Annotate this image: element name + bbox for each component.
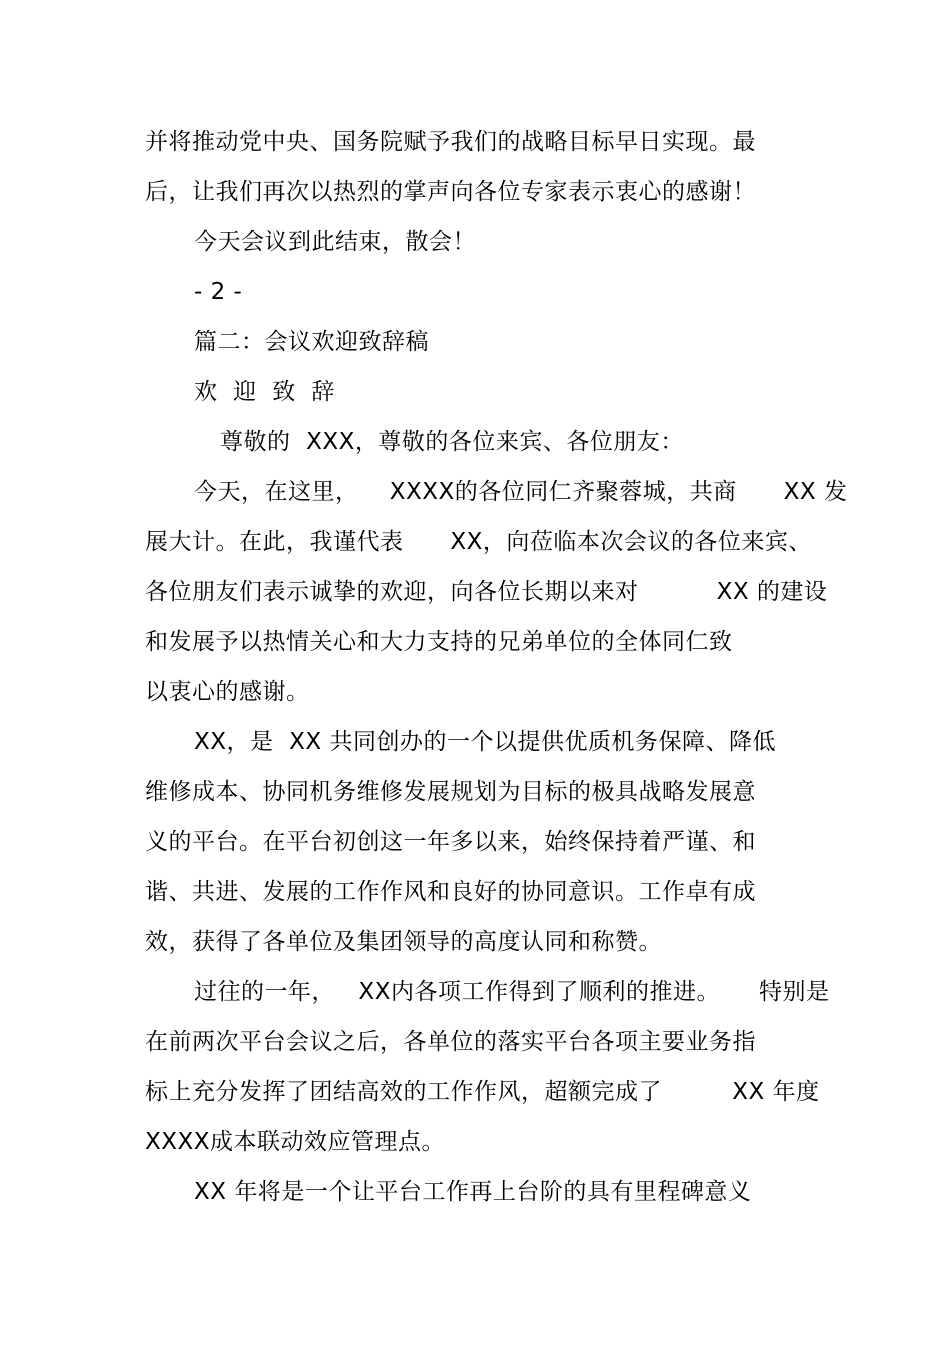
- page-number: - 2 -: [194, 279, 243, 305]
- text-line: 今天，在这里， XXXX的各位同仁齐聚蓉城，共商 XX 发: [194, 479, 848, 505]
- text-line: 各位朋友们表示诚挚的欢迎，向各位长期以来对 XX 的建设: [145, 579, 828, 605]
- document-title: 欢 迎 致 辞: [194, 379, 335, 405]
- text-line: 并将推动党中央、国务院赋予我们的战略目标早日实现。最: [145, 129, 756, 155]
- text-line: XX，是 XX 共同创办的一个以提供优质机务保障、降低: [194, 729, 776, 755]
- text-line: 过往的一年， XX内各项工作得到了顺利的推进。 特别是: [194, 979, 830, 1005]
- text-line: 标上充分发挥了团结高效的工作作风，超额完成了 XX 年度: [145, 1079, 820, 1105]
- text-line: XXXX成本联动效应管理点。: [145, 1129, 446, 1155]
- salutation: 尊敬的 XXX，尊敬的各位来宾、各位朋友：: [220, 429, 684, 455]
- text-line: 和发展予以热情关心和大力支持的兄弟单位的全体同仁致: [145, 629, 733, 655]
- text-line: 在前两次平台会议之后，各单位的落实平台各项主要业务指: [145, 1029, 756, 1055]
- text-line: 以衷心的感谢。: [145, 679, 310, 705]
- text-line: 后，让我们再次以热烈的掌声向各位专家表示衷心的感谢！: [145, 179, 756, 205]
- text-line: 效，获得了各单位及集团领导的高度认同和称赞。: [145, 929, 662, 955]
- text-line: XX 年将是一个让平台工作再上台阶的具有里程碑意义: [194, 1179, 752, 1205]
- text-line: 维修成本、协同机务维修发展规划为目标的极具战略发展意: [145, 779, 756, 805]
- text-line: 谐、共进、发展的工作作风和良好的协同意识。工作卓有成: [145, 879, 756, 905]
- text-line: 展大计。在此，我谨代表 XX，向莅临本次会议的各位来宾、: [145, 529, 812, 555]
- section-heading: 篇二：会议欢迎致辞稿: [194, 329, 429, 355]
- text-line: 今天会议到此结束，散会！: [194, 229, 476, 255]
- text-line: 义的平台。在平台初创这一年多以来，始终保持着严谨、和: [145, 829, 756, 855]
